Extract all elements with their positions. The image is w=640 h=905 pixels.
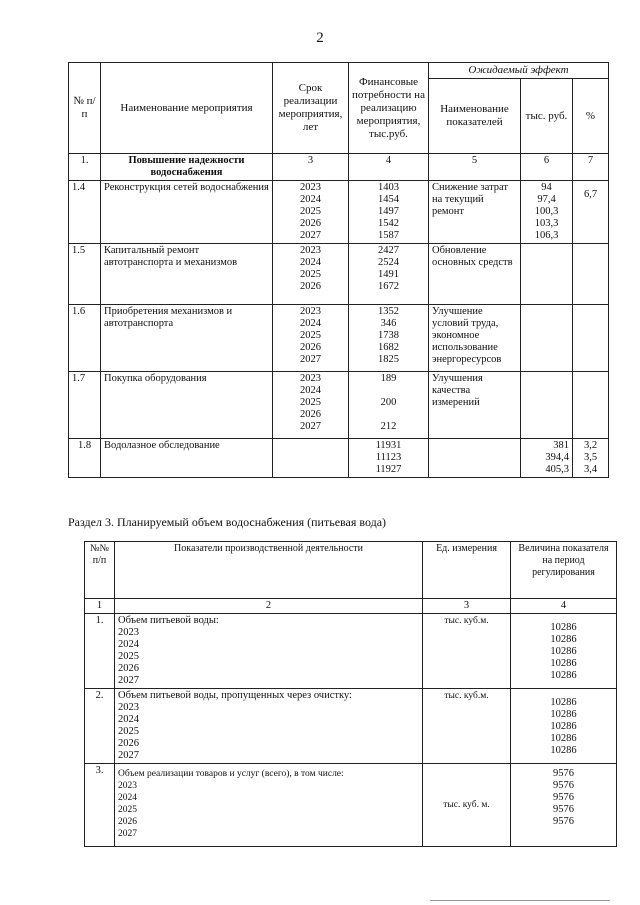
list-line: 9576: [553, 816, 574, 827]
list-line: 10286: [550, 670, 577, 681]
row-name: Водолазное обследование: [101, 439, 273, 478]
row-name: Приобретения механизмов и автотранспорта: [101, 305, 273, 372]
list-line: 10286: [550, 622, 577, 633]
list-line: 10286: [550, 697, 577, 708]
row-values: [511, 764, 617, 847]
list-line: 103,3: [534, 218, 559, 229]
row-num: 1.5: [69, 244, 101, 305]
row-unit: тыс. куб.м.: [423, 689, 511, 764]
list-line: 394,4: [545, 452, 569, 463]
row-num: 1.4: [69, 181, 101, 244]
col-number: 4: [349, 154, 429, 181]
list-line: 2023: [300, 245, 321, 256]
row-unit: тыс. куб.м.: [423, 614, 511, 689]
list-line: 405,3: [545, 464, 569, 475]
list-line: 2024: [300, 318, 321, 329]
row-years: [273, 305, 349, 372]
list-line: 2027: [300, 354, 321, 365]
table-row: [85, 614, 617, 689]
list-line: 1491: [378, 269, 399, 280]
header-indicators: Показатели производственной деятельности: [115, 542, 423, 599]
list-line: 2023: [118, 627, 139, 638]
row-finance: [349, 244, 429, 305]
row-rub: [521, 372, 573, 439]
header-name: Наименование мероприятия: [101, 63, 273, 154]
list-line: 10286: [550, 733, 577, 744]
list-line: 2025: [300, 206, 321, 217]
col-number: 2: [115, 599, 423, 614]
row-name: Реконструкция сетей водоснабжения: [101, 181, 273, 244]
table-row: [69, 181, 609, 244]
row-years: [118, 780, 419, 840]
list-line: 2024: [300, 385, 321, 396]
list-line: 1454: [378, 194, 399, 205]
list-line: 2027: [118, 750, 139, 761]
row-indicator: [429, 439, 521, 478]
header-finance: Финансовые потребности на реализацию мероприятия, тыс.руб.: [349, 63, 429, 154]
row-num: 3.: [85, 764, 115, 847]
measures-table: [68, 62, 609, 478]
list-line: 11927: [375, 464, 402, 475]
table-row: [69, 439, 609, 478]
list-line: 2024: [300, 257, 321, 268]
list-line: 1352: [378, 306, 399, 317]
list-line: 200: [380, 397, 397, 408]
table-row: [69, 372, 609, 439]
header-value: Величина показателя на период регулирования: [511, 542, 617, 599]
column-number-row: [69, 154, 609, 181]
list-line: 2025: [118, 726, 139, 737]
list-line: 2025: [118, 651, 139, 662]
row-title: Объем реализации товаров и услуг (всего), в том числе:: [118, 769, 344, 779]
list-line: 212: [380, 421, 397, 432]
row-unit: тыс. куб. м.: [423, 764, 511, 847]
list-line: 2026: [300, 342, 321, 353]
list-line: 97,4: [537, 194, 556, 205]
row-num: 1.8: [69, 439, 101, 478]
row-rub: [521, 439, 573, 478]
list-line: 381: [553, 440, 569, 451]
col-number: 5: [429, 154, 521, 181]
list-line: 2025: [118, 805, 137, 815]
list-line: 2025: [300, 397, 321, 408]
row-rub: [521, 181, 573, 244]
row-num: 1.7: [69, 372, 101, 439]
list-line: 2027: [300, 421, 321, 432]
list-line: 2027: [118, 829, 137, 839]
col-number: 4: [511, 599, 617, 614]
group-title: Повышение надежности водоснабжения: [101, 154, 273, 181]
row-years: [273, 372, 349, 439]
list-line: 11123: [375, 452, 402, 463]
row-name: Покупка оборудования: [101, 372, 273, 439]
row-finance: [349, 439, 429, 478]
row-percent: [573, 439, 609, 478]
header-unit: Ед. измерения: [423, 542, 511, 599]
list-line: 1672: [378, 281, 399, 292]
list-line: 2025: [300, 269, 321, 280]
row-years: [118, 627, 419, 687]
list-line: 10286: [550, 721, 577, 732]
list-line: 1587: [378, 230, 399, 241]
header-indicator: Наименование показателей: [429, 79, 521, 154]
row-title: Объем питьевой воды, пропущенных через очистку:: [118, 690, 352, 701]
header-rub: тыс. руб.: [521, 79, 573, 154]
row-years: [273, 439, 349, 478]
row-rub: [521, 244, 573, 305]
list-line: 2026: [300, 281, 321, 292]
row-num: 2.: [85, 689, 115, 764]
list-line: 3,2: [583, 440, 598, 451]
list-line: 2427: [378, 245, 399, 256]
table-row: [69, 305, 609, 372]
header-percent: %: [573, 79, 609, 154]
list-line: 2027: [118, 675, 139, 686]
list-line: 11931: [375, 440, 402, 451]
row-finance: [349, 305, 429, 372]
row-percent: [573, 372, 609, 439]
row-finance: [349, 181, 429, 244]
col-number: 3: [273, 154, 349, 181]
list-line: 1403: [378, 182, 399, 193]
list-line: 2024: [118, 714, 139, 725]
row-years: [118, 702, 419, 762]
col-number: 3: [423, 599, 511, 614]
list-line: 3,4: [583, 464, 598, 475]
header-term: Срок реализации мероприятия, лет: [273, 63, 349, 154]
list-line: 2025: [300, 330, 321, 341]
col-number: 1.: [69, 154, 101, 181]
list-line: 6,7: [583, 189, 598, 200]
row-indicator: Улучшения качества измерений: [429, 372, 521, 439]
list-line: 2023: [300, 306, 321, 317]
list-line: [352, 409, 425, 421]
water-volume-table: [84, 541, 617, 847]
list-line: 10286: [550, 709, 577, 720]
list-line: 10286: [550, 658, 577, 669]
row-indicator: Снижение затрат на текущий ремонт: [429, 181, 521, 244]
list-line: 2524: [378, 257, 399, 268]
list-line: 2024: [118, 793, 137, 803]
list-line: 189: [380, 373, 397, 384]
list-line: 2026: [118, 738, 139, 749]
list-line: 9576: [553, 780, 574, 791]
row-name: Капитальный ремонт автотранспорта и механизмов: [101, 244, 273, 305]
list-line: 1497: [378, 206, 399, 217]
header-effect: Ожидаемый эффект: [429, 63, 609, 79]
list-line: 100,3: [534, 206, 559, 217]
row-percent: [573, 181, 609, 244]
table-header-row: [69, 63, 609, 79]
row-finance: [349, 372, 429, 439]
row-values: [511, 689, 617, 764]
row-title-years: [115, 689, 423, 764]
list-line: 106,3: [534, 230, 559, 241]
list-line: 9576: [553, 804, 574, 815]
col-number: 6: [521, 154, 573, 181]
row-title: Объем питьевой воды:: [118, 615, 219, 626]
section-title: Раздел 3. Планируемый объем водоснабжения (питьевая вода): [68, 515, 387, 529]
row-years: [273, 181, 349, 244]
list-line: 1682: [378, 342, 399, 353]
list-line: 10286: [550, 745, 577, 756]
column-number-row: [85, 599, 617, 614]
list-line: 3,5: [583, 452, 598, 463]
table-header-row: [85, 542, 617, 599]
list-line: 1542: [378, 218, 399, 229]
list-line: 2026: [118, 817, 137, 827]
list-line: 2023: [300, 373, 321, 384]
list-line: 2027: [300, 230, 321, 241]
list-line: 2023: [300, 182, 321, 193]
list-line: 1738: [378, 330, 399, 341]
row-indicator: Обновление основных средств: [429, 244, 521, 305]
list-line: 2026: [300, 218, 321, 229]
table-row: [85, 764, 617, 847]
row-num: 1.6: [69, 305, 101, 372]
footer-line: [430, 900, 610, 901]
row-indicator: Улучшение условий труда, экономное использование энергоресурсов: [429, 305, 521, 372]
list-line: 2026: [300, 409, 321, 420]
list-line: 2023: [118, 781, 137, 791]
list-line: [352, 385, 425, 397]
row-title-years: [115, 764, 423, 847]
row-values: [511, 614, 617, 689]
col-number: 7: [573, 154, 609, 181]
table-row: [85, 689, 617, 764]
row-percent: [573, 244, 609, 305]
list-line: 9576: [553, 768, 574, 779]
page-number: 2: [316, 30, 324, 46]
list-line: 9576: [553, 792, 574, 803]
row-title-years: [115, 614, 423, 689]
list-line: 10286: [550, 634, 577, 645]
row-num: 1.: [85, 614, 115, 689]
row-percent: [573, 305, 609, 372]
row-rub: [521, 305, 573, 372]
col-number: 1: [85, 599, 115, 614]
list-line: 2024: [300, 194, 321, 205]
list-line: 346: [380, 318, 397, 329]
header-num: № п/п: [69, 63, 101, 154]
list-line: 10286: [550, 646, 577, 657]
table-row: [69, 244, 609, 305]
header-num: №№ п/п: [85, 542, 115, 599]
row-years: [273, 244, 349, 305]
list-line: 2026: [118, 663, 139, 674]
list-line: 1825: [378, 354, 399, 365]
list-line: 94: [541, 182, 552, 193]
list-line: 2024: [118, 639, 139, 650]
list-line: 2023: [118, 702, 139, 713]
